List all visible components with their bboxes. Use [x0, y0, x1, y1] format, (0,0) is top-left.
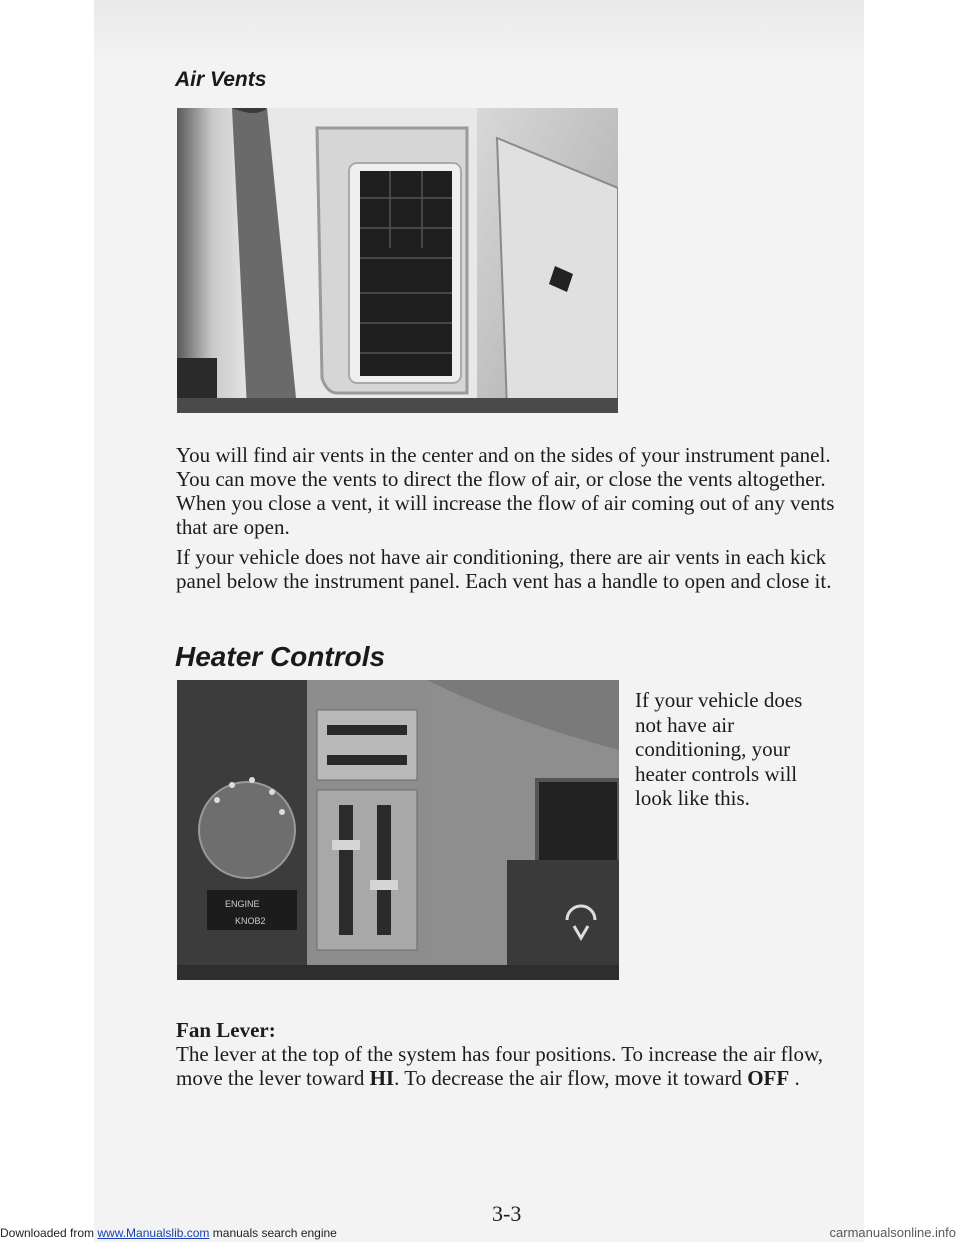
gauge-label-2: KNOB2	[235, 916, 266, 926]
fan-lever-text-a: The lever at the top of the system has four positions. To increase the air flow, move the lever toward	[176, 1042, 824, 1090]
gauge-label-1: ENGINE	[225, 899, 260, 909]
fan-lever-paragraph	[176, 1042, 846, 1090]
fan-lever-label: Fan Lever:	[176, 1018, 276, 1042]
watermark: carmanualsonline.info	[829, 1225, 956, 1240]
fan-lever-text-b: . To decrease the air flow, move it toward	[394, 1066, 748, 1090]
air-vents-heading: Air Vents	[175, 68, 267, 91]
download-banner	[0, 1226, 337, 1240]
manualslib-link[interactable]: www.Manualslib.com	[97, 1226, 210, 1240]
hi-label: HI	[369, 1066, 395, 1090]
banner-prefix: Downloaded from	[0, 1226, 98, 1240]
fan-lever-text-c: .	[789, 1066, 800, 1090]
heater-controls-heading: Heater Controls	[175, 641, 386, 672]
banner-suffix: manuals search engine	[209, 1226, 337, 1240]
kick-panel-paragraph: If your vehicle does not have air conditioning, there are air vents in each kick panel below the instrument panel. Each vent has a handle to open and close it.	[176, 545, 832, 593]
off-label: OFF	[747, 1066, 790, 1090]
heater-controls-photo	[177, 680, 619, 980]
page-number: 3-3	[492, 1201, 522, 1226]
air-vent-photo	[177, 108, 618, 413]
heater-controls-note: If your vehicle does not have air conditioning, your heater controls will look like this.	[635, 688, 803, 810]
air-vents-paragraph: You will find air vents in the center and on the sides of your instrument panel. You can move the vents to direct the flow of air, or close the vents altogether. When you close a vent, it will increase the flow of air coming out of any vents that are open.	[176, 443, 835, 539]
